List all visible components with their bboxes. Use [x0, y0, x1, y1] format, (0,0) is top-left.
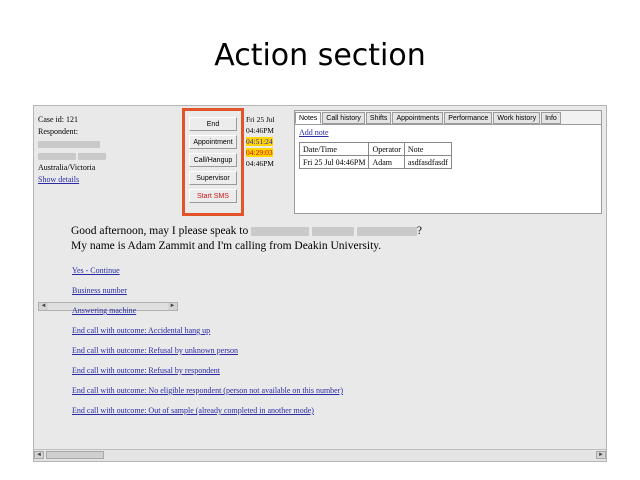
script-line-1-suffix: ?: [416, 225, 422, 237]
appointment-button[interactable]: Appointment: [189, 135, 237, 149]
script-line-1: [71, 224, 591, 239]
call-hangup-button[interactable]: Call/Hangup: [189, 153, 237, 167]
tab-shifts[interactable]: Shifts: [366, 112, 392, 124]
tab-appointments[interactable]: Appointments: [392, 112, 443, 124]
application-screenshot: [33, 105, 607, 462]
cell-note: asdfasdfasdf: [404, 156, 451, 169]
scroll-right-arrow[interactable]: ►: [169, 303, 176, 309]
column-header-datetime: Date/Time: [300, 143, 369, 156]
case-location: Australia/Victoria: [38, 163, 96, 172]
tab-notes[interactable]: Notes: [295, 112, 321, 124]
cell-datetime: Fri 25 Jul 04:46PM: [300, 156, 369, 169]
timer-countdown: 04:29:03: [246, 148, 273, 157]
end-button[interactable]: End: [189, 117, 237, 131]
script-line-2: My name is Adam Zammit and I'm calling from Deakin University.: [71, 240, 382, 252]
timestamp-line: 04:46PM: [246, 159, 274, 168]
outcome-link-out-of-sample[interactable]: End call with outcome: Out of sample (already completed in another mode): [72, 406, 314, 415]
scroll-left-arrow[interactable]: ◄: [40, 303, 47, 309]
tab-performance[interactable]: Performance: [444, 112, 492, 124]
action-section-highlight: [182, 108, 244, 216]
redaction-bar: [251, 227, 309, 236]
table-header-row: [300, 143, 452, 156]
outcome-link-yes-continue[interactable]: Yes - Continue: [72, 266, 120, 275]
window-horizontal-scrollbar[interactable]: [34, 449, 606, 461]
tab-info[interactable]: Info: [541, 112, 561, 124]
redaction-bar: [38, 153, 76, 160]
outcome-link-no-eligible-respondent[interactable]: End call with outcome: No eligible respondent (person not available on this number): [72, 386, 344, 395]
outcome-link-business-number[interactable]: Business number: [72, 286, 127, 295]
column-header-operator: Operator: [369, 143, 404, 156]
scroll-right-arrow[interactable]: ►: [596, 451, 606, 459]
notes-table: [299, 142, 452, 169]
script-line-1-prefix: Good afternoon, may I please speak to: [71, 225, 252, 237]
outcome-link-refusal-respondent[interactable]: End call with outcome: Refusal by respondent: [72, 366, 220, 375]
outcome-link-accidental-hangup[interactable]: End call with outcome: Accidental hang up: [72, 326, 211, 335]
case-info-pane: [38, 114, 178, 186]
cell-operator: Adam: [369, 156, 404, 169]
tab-call-history[interactable]: Call history: [322, 112, 365, 124]
redaction-bar: [78, 153, 106, 160]
redaction-bar: [38, 141, 100, 148]
timestamp-line: Fri 25 Jul: [246, 115, 275, 124]
redaction-bar: [357, 227, 417, 236]
outcome-link-refusal-unknown-person[interactable]: End call with outcome: Refusal by unknown person: [72, 346, 238, 355]
tab-strip: [295, 111, 603, 124]
page-title: Action section: [214, 38, 426, 73]
scroll-left-arrow[interactable]: ◄: [34, 451, 44, 459]
start-sms-button[interactable]: Start SMS: [189, 189, 237, 203]
scrollbar-thumb[interactable]: [46, 451, 104, 459]
add-note-link[interactable]: Add note: [299, 128, 329, 137]
timestamp-line: 04:46PM: [246, 126, 274, 135]
notes-tab-content: [295, 124, 601, 213]
redaction-bar: [312, 227, 354, 236]
respondent-name-redacted: [38, 138, 178, 150]
table-row: [300, 156, 452, 169]
case-id-label: Case id: 121: [38, 115, 78, 124]
outcome-link-answering-machine[interactable]: Answering machine: [72, 306, 137, 315]
tab-work-history[interactable]: Work history: [493, 112, 540, 124]
notes-panel: [294, 110, 602, 214]
interview-script: [71, 224, 591, 254]
timestamp-column: [246, 114, 290, 169]
outcome-link-list: [72, 266, 572, 426]
supervisor-button[interactable]: Supervisor: [189, 171, 237, 185]
timer-elapsed: 04:51:24: [246, 137, 273, 146]
action-buttons-group: [189, 117, 239, 207]
show-details-link[interactable]: Show details: [38, 175, 80, 184]
column-header-note: Note: [404, 143, 451, 156]
respondent-phone-redacted: [38, 150, 178, 162]
respondent-label: Respondent:: [38, 127, 78, 136]
